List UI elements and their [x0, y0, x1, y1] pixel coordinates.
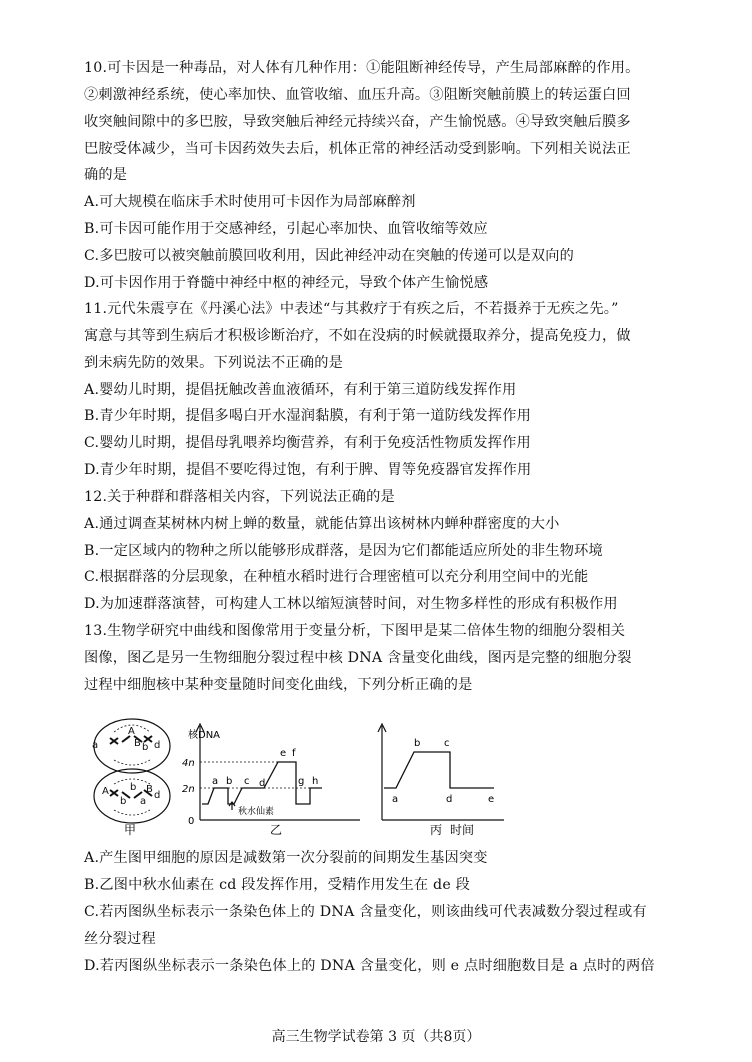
q13-option-a: A.产生图甲细胞的原因是减数第一次分裂前的间期发生基因突变: [84, 850, 488, 866]
bing-point-a: a: [392, 794, 399, 805]
q10-option-c: C.多巴胺可以被突触前膜回收利用，因此神经冲动在突触的传递可以是双向的: [84, 248, 575, 264]
q13-option-b: B.乙图中秋水仙素在 cd 段发挥作用，受精作用发生在 de 段: [84, 877, 471, 893]
bing-point-b: b: [414, 738, 421, 749]
yi-point-g: g: [298, 776, 305, 787]
yi-tick-2n: 2n: [182, 784, 195, 795]
yi-point-c: c: [244, 776, 250, 787]
bing-point-c: c: [444, 738, 450, 749]
q11-option-b: B.青少年时期，提倡多喝白开水湿润黏膜，有利于第一道防线发挥作用: [84, 408, 531, 424]
jia-gene-label-6: A: [102, 786, 109, 797]
jia-gene-label-10: B: [146, 784, 153, 795]
yi-point-labels: [212, 748, 318, 789]
jia-caption: 甲: [124, 823, 137, 836]
q13-option-c-line-1: C.若丙图纵坐标表示一条染色体上的 DNA 含量变化，则该曲线可代表减数分裂过程或有: [84, 904, 647, 920]
figure-bing: [378, 724, 504, 836]
yi-point-a: a: [212, 776, 219, 787]
jia-chromosome-5: [110, 790, 118, 796]
q13-figure-svg: [84, 712, 584, 836]
q10-option-a: A.可大规模在临床手术时使用可卡因作为局部麻醉剂: [84, 194, 416, 210]
jia-spindle-4: [114, 810, 150, 815]
q13-stem-line-3: 过程中细胞核中某种变量随时间变化曲线，下列分析正确的是: [84, 677, 473, 693]
q10-stem-line-4: 巴胺受体减少，当可卡因药效失去后，机体正常的神经活动受到影响。下列相关说法正: [84, 141, 631, 157]
jia-gene-label-4: b: [142, 742, 149, 753]
yi-point-e: e: [280, 748, 287, 759]
q11-option-a: A.婴幼儿时期，提倡抚触改善血液循环，有利于第三道防线发挥作用: [84, 382, 517, 398]
q13-figure: [84, 712, 584, 836]
bing-point-d: d: [446, 794, 453, 805]
page-footer: 高三生物学试卷第 3 页（共8页）: [271, 1029, 481, 1045]
bing-point-e: e: [488, 794, 495, 805]
q10-stem-line-1: 10.可卡因是一种毒品，对人体有几种作用：①能阻断神经传导，产生局部麻醉的作用。: [84, 60, 640, 76]
jia-gene-label-1: a: [92, 740, 99, 751]
yi-caption: 乙: [270, 823, 283, 836]
q12-option-b: B.一定区域内的物种之所以能够形成群落，是因为它们都能适应所处的非生物环境: [84, 543, 603, 559]
q11-stem-line-1: 11.元代朱震亨在《丹溪心法》中表述“与其救疗于有疾之后，不若摄养于无疾之先。”: [84, 301, 619, 317]
q13-option-c-line-2: 丝分裂过程: [84, 931, 156, 947]
jia-gene-label-8: b: [130, 782, 137, 793]
q13-stem-line-1: 13.生物学研究中曲线和图像常用于变量分析，下图甲是某二倍体生物的细胞分裂相关: [84, 623, 626, 639]
jia-gene-label-3: B: [134, 738, 141, 749]
q11-stem-line-2: 寓意与其等到生病后才积极诊断治疗，不如在没病的时候就摄取养分，提高免疫力，做: [84, 328, 631, 344]
yi-point-d: d: [259, 778, 266, 789]
q10-stem-line-5: 确的是: [84, 167, 128, 183]
yi-point-h: h: [312, 776, 319, 787]
q12-option-c: C.根据群落的分层现象，在种植水稻时进行合理密植可以充分利用空间中的光能: [84, 569, 589, 585]
yi-tick-0: 0: [188, 816, 195, 827]
bing-caption: 丙: [430, 823, 443, 836]
q12-option-d: D.为加速群落演替，可构建人工林以缩短演替时间，对生物多样性的形成有积极作用: [84, 596, 618, 612]
yi-ylabel: 核DNA: [188, 730, 221, 741]
jia-gene-label-7: b: [120, 796, 127, 807]
yi-tick-4n: 4n: [182, 758, 195, 769]
q12-option-a: A.通过调查某树林内树上蝉的数量，就能估算出该树林内蝉种群密度的大小: [84, 516, 560, 532]
yi-annotation: 秋水仙素: [238, 807, 275, 817]
q11-option-d: D.青少年时期，提倡不要吃得过饱，有利于脾、胃等免疫器官发挥作用: [84, 462, 532, 478]
yi-point-f: f: [292, 748, 296, 759]
q11-option-c: C.婴幼儿时期，提倡母乳喂养均衡营养，有利于免疫活性物质发挥作用: [84, 435, 531, 451]
q11-stem-line-3: 到未病先防的效果。下列说法不正确的是: [84, 355, 343, 371]
jia-gene-label-11: d: [154, 790, 161, 801]
jia-gene-label-9: a: [140, 796, 147, 807]
jia-gene-label-5: d: [154, 740, 161, 751]
jia-spindle-2: [114, 760, 150, 765]
q10-option-d: D.可卡因作用于脊髓中神经中枢的神经元，导致个体产生愉悦感: [84, 275, 489, 291]
q13-option-d: D.若丙图纵坐标表示一条染色体上的 DNA 含量变化，则 e 点时细胞数目是 a 点时的两倍: [84, 958, 655, 974]
figure-yi: [182, 724, 360, 836]
q10-stem-line-2: ②刺激神经系统，使心率加快、血管收缩、血压升高。③阻断突触前膜上的转运蛋白回: [84, 87, 631, 103]
bing-point-labels: [392, 738, 494, 805]
q13-stem-line-2: 图像，图乙是另一生物细胞分裂过程中核 DNA 含量变化曲线，图丙是完整的细胞分裂: [84, 650, 632, 666]
yi-point-b: b: [226, 776, 233, 787]
jia-gene-label-2: A: [128, 726, 135, 737]
bing-curve: [384, 752, 494, 788]
bing-xlabel: 时间: [450, 823, 475, 836]
q10-stem-line-3: 收突触间隙中的多巴胺，导致突触后神经元持续兴奋，产生愉悦感。④导致突触后膜多: [84, 114, 631, 130]
q12-stem-line-1: 12.关于种群和群落相关内容，下列说法正确的是: [84, 489, 395, 505]
q10-option-b: B.可卡因可能作用于交感神经，引起心率加快、血管收缩等效应: [84, 221, 488, 237]
jia-chromosome-1: [110, 738, 118, 744]
